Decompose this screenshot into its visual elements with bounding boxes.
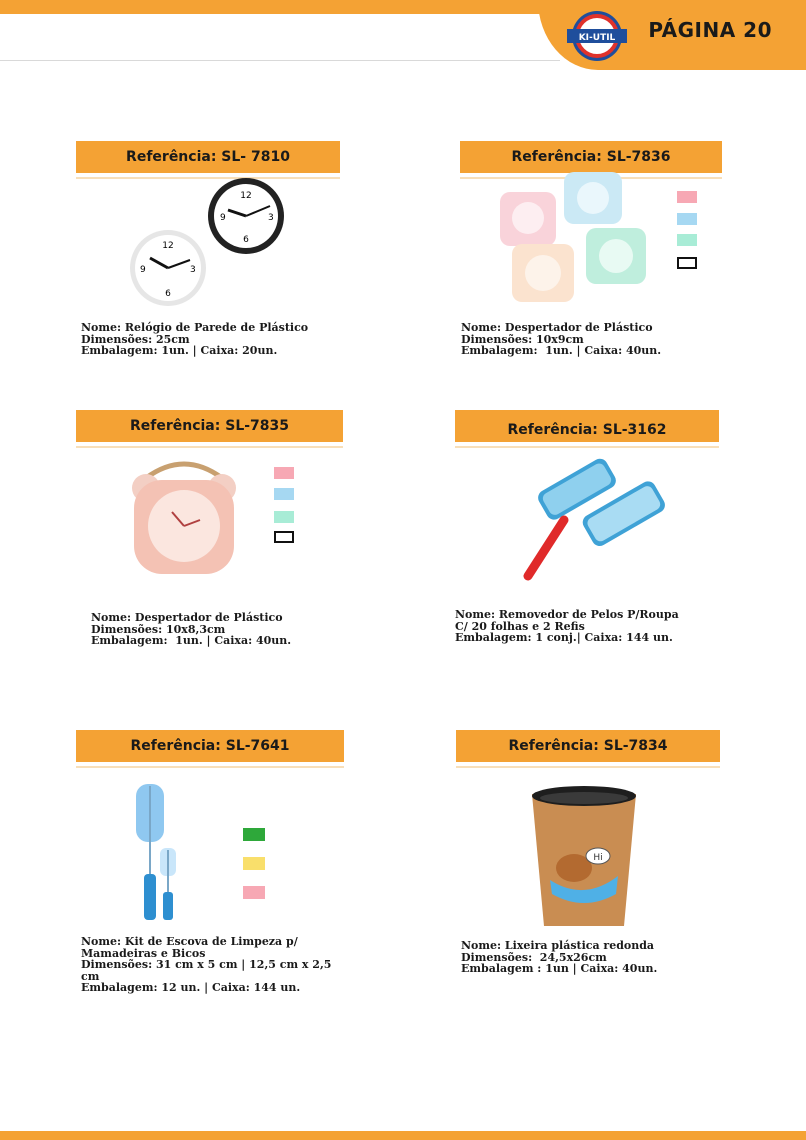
lint-roller-image (514, 454, 672, 586)
product-reference: Referência: SL-7835 (76, 410, 343, 442)
svg-text:6: 6 (243, 235, 249, 245)
bin-print-text: Hi (593, 853, 603, 863)
color-swatch-white (274, 531, 294, 543)
product-reference: Referência: SL-3162 (455, 410, 719, 442)
color-swatch-white (677, 257, 697, 269)
product-description: Nome: Despertador de Plástico Dimensões: 10x9cm Embalagem: 1un. | Caixa: 40un. (461, 321, 662, 357)
svg-text:9: 9 (140, 265, 146, 275)
product-reference: Referência: SL-7834 (456, 730, 720, 762)
svg-text:6: 6 (165, 289, 171, 299)
svg-text:12: 12 (240, 191, 252, 201)
svg-text:3: 3 (268, 213, 274, 223)
wall-clocks-image (128, 176, 288, 312)
product-reference: Referência: SL-7836 (460, 141, 722, 173)
alarm-clocks-image (492, 168, 682, 308)
page-number: PÁGINA 20 (648, 18, 772, 42)
product-description: Nome: Despertador de Plástico Dimensões: 10x8,3cm Embalagem: 1un. | Caixa: 40un. (91, 611, 292, 647)
svg-text:12: 12 (162, 241, 174, 251)
product-reference: Referência: SL- 7810 (76, 141, 340, 173)
color-swatch-yellow (243, 857, 265, 870)
color-swatch-blue (677, 213, 697, 225)
logo-text: KI-UTIL (578, 33, 616, 43)
product-description: Nome: Relógio de Parede de Plástico Dimensões: 25cm Embalagem: 1un. | Caixa: 20un. (81, 321, 309, 357)
color-swatch-green (243, 828, 265, 841)
trash-bin-image (528, 784, 640, 930)
alarm-clock-image (128, 454, 240, 582)
svg-text:9: 9 (220, 213, 226, 223)
color-swatch-blue (274, 488, 294, 500)
footer-strip (0, 1131, 806, 1140)
product-description: Nome: Lixeira plástica redonda Dimensões: 24,5x26cm Embalagem : 1un | Caixa: 40un. (461, 939, 658, 975)
product-description: Nome: Kit de Escova de Limpeza p/ Mamadeiras e Bicos Dimensões: 31 cm x 5 cm | 12,5 cm x 2,5 cm Embalagem: 12 un. | Caixa: 144 un. (81, 935, 332, 994)
ki-util-logo (565, 8, 629, 64)
color-swatch-green (677, 234, 697, 246)
color-swatch-pink (243, 886, 265, 899)
color-swatch-green (274, 511, 294, 523)
bottle-brushes-image (128, 776, 188, 924)
header-divider (0, 60, 560, 61)
color-swatch-pink (274, 467, 294, 479)
product-reference: Referência: SL-7641 (76, 730, 344, 762)
svg-text:3: 3 (190, 265, 196, 275)
color-swatch-pink (677, 191, 697, 203)
product-description: Nome: Removedor de Pelos P/Roupa C/ 20 folhas e 2 Refis Embalagem: 1 conj.| Caixa: 144 un. (455, 608, 679, 644)
